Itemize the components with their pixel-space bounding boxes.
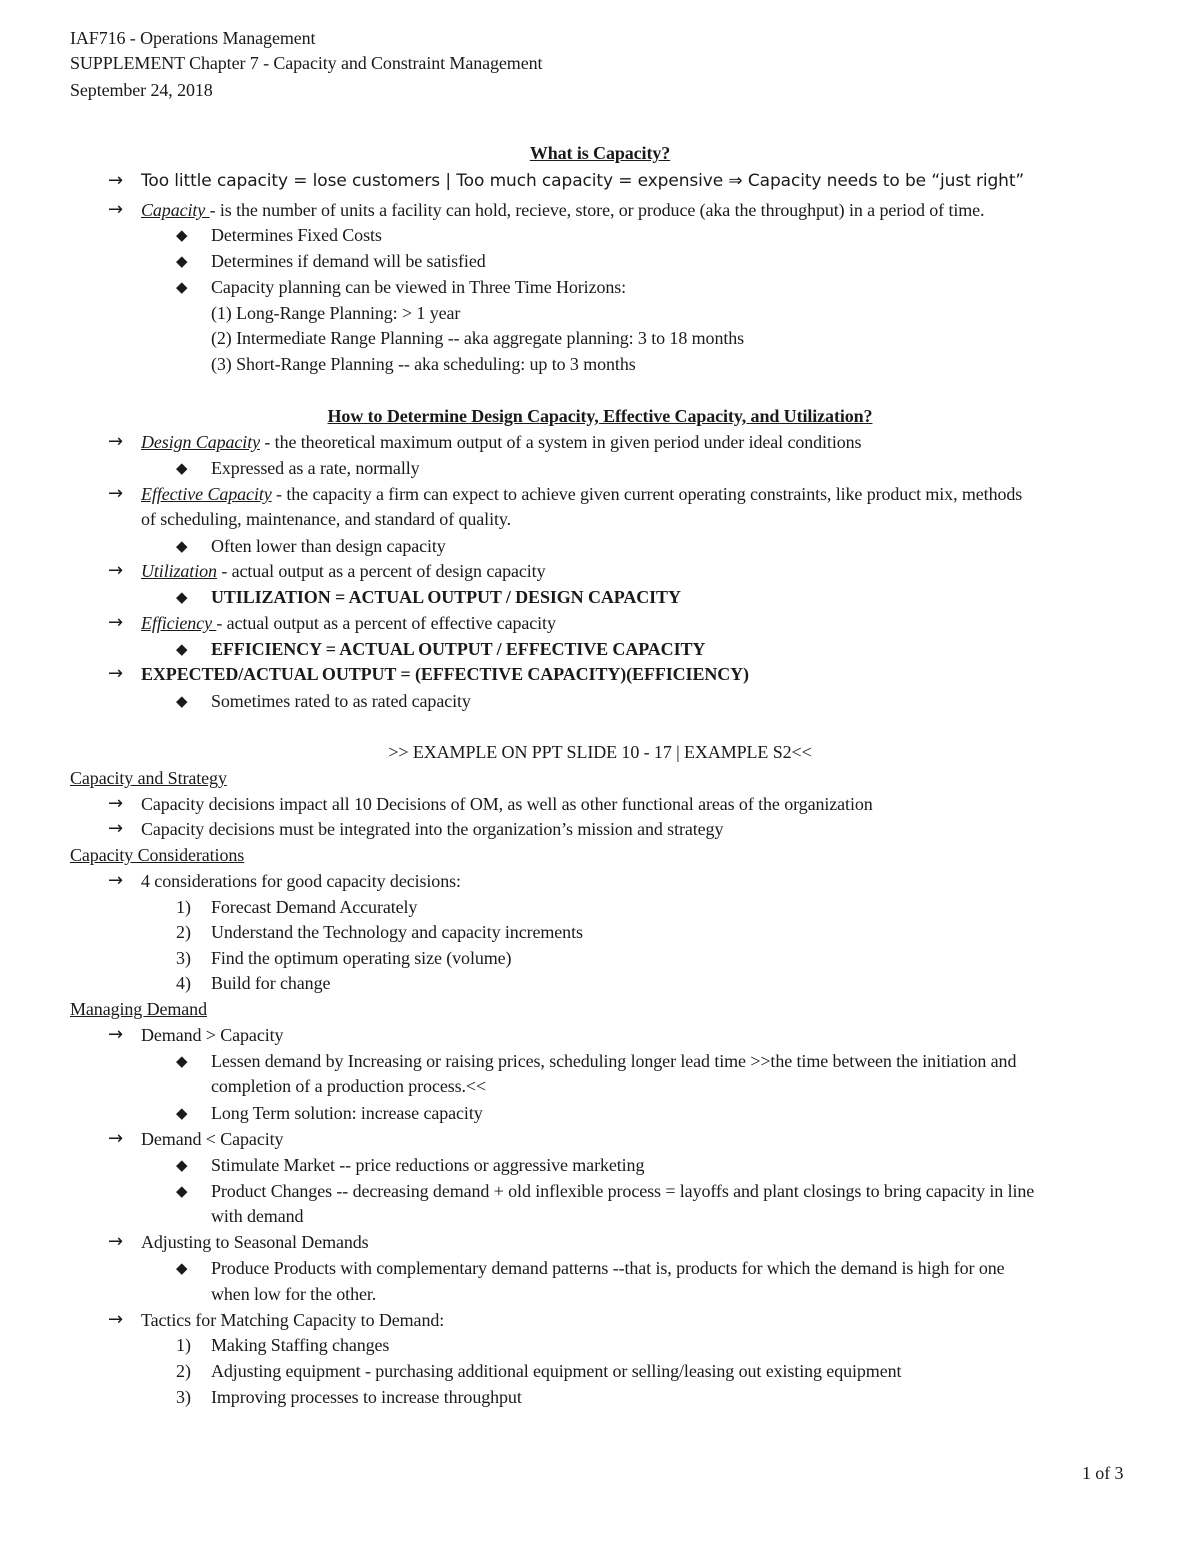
- expected-output-formula: EXPECTED/ACTUAL OUTPUT = (EFFECTIVE CAPACITY)(EFFICIENCY): [141, 664, 749, 684]
- arrow-bullet-icon: →: [108, 1024, 124, 1045]
- arrow-bullet-icon: →: [108, 431, 124, 452]
- tactic-item-1: Making Staffing changes: [211, 1335, 390, 1355]
- arrow-bullet-icon: →: [108, 663, 124, 684]
- product-changes-line-2: with demand: [211, 1206, 304, 1226]
- heading-capacity-considerations: Capacity Considerations: [70, 845, 245, 865]
- diamond-bullet-icon: ◆: [176, 252, 188, 270]
- arrow-bullet-icon: →: [108, 870, 124, 891]
- diamond-bullet-icon: ◆: [176, 278, 188, 296]
- section-title-design-capacity: How to Determine Design Capacity, Effective Capacity, and Utilization?: [327, 406, 873, 426]
- diamond-bullet-icon: ◆: [176, 459, 188, 477]
- arrow-bullet-icon: →: [108, 818, 124, 839]
- utilization-definition: [141, 560, 545, 582]
- stimulate-market: Stimulate Market -- price reductions or aggressive marketing: [211, 1155, 645, 1175]
- diamond-bullet-icon: ◆: [176, 1182, 188, 1200]
- arrow-bullet-icon: →: [108, 483, 124, 504]
- efficiency-definition: [141, 612, 556, 634]
- definition-text: - the capacity a firm can expect to achieve given current operating constraints, like product mix, methods: [271, 484, 1023, 504]
- list-number: 3): [176, 948, 191, 968]
- arrow-bullet-icon: →: [108, 612, 124, 633]
- heading-managing-demand: Managing Demand: [70, 999, 207, 1019]
- consideration-item-4: Build for change: [211, 973, 331, 993]
- arrow-bullet-icon: →: [108, 1231, 124, 1252]
- tactics-heading: Tactics for Matching Capacity to Demand:: [141, 1310, 445, 1330]
- term-utilization: Utilization: [141, 561, 217, 581]
- horizon-intermediate-range: (2) Intermediate Range Planning -- aka aggregate planning: 3 to 18 months: [211, 328, 745, 348]
- diamond-bullet-icon: ◆: [176, 1104, 188, 1122]
- definition-text: - actual output as a percent of effective capacity: [216, 613, 556, 633]
- capacity-tradeoff-line: Too little capacity = lose customers | Too much capacity = expensive ⇒ Capacity needs to be “just right”: [141, 171, 1025, 191]
- list-number: 1): [176, 897, 191, 917]
- bullet-fixed-costs: Determines Fixed Costs: [211, 225, 382, 245]
- diamond-bullet-icon: ◆: [176, 1156, 188, 1174]
- bullet-rated-capacity: Sometimes rated to as rated capacity: [211, 691, 471, 711]
- lessen-demand-line-2: completion of a production process.<<: [211, 1076, 487, 1096]
- heading-capacity-strategy: Capacity and Strategy: [70, 768, 227, 788]
- tactic-item-3: Improving processes to increase throughput: [211, 1387, 522, 1407]
- arrow-bullet-icon: →: [108, 793, 124, 814]
- demand-greater-than-capacity: Demand > Capacity: [141, 1025, 284, 1045]
- consideration-item-2: Understand the Technology and capacity increments: [211, 922, 583, 942]
- term-efficiency: Efficiency: [141, 613, 217, 633]
- arrow-bullet-icon: →: [108, 170, 124, 191]
- diamond-bullet-icon: ◆: [176, 692, 188, 710]
- diamond-bullet-icon: ◆: [176, 640, 188, 658]
- diamond-bullet-icon: ◆: [176, 588, 188, 606]
- effective-capacity-definition: [141, 483, 1022, 505]
- horizon-long-range: (1) Long-Range Planning: > 1 year: [211, 303, 461, 323]
- considerations-intro: 4 considerations for good capacity decisions:: [141, 871, 461, 891]
- term-capacity: Capacity: [141, 200, 210, 220]
- chapter-title: SUPPLEMENT Chapter 7 - Capacity and Constraint Management: [70, 53, 543, 73]
- course-title: IAF716 - Operations Management: [70, 28, 316, 48]
- capacity-definition: [141, 199, 984, 221]
- consideration-item-3: Find the optimum operating size (volume): [211, 948, 512, 968]
- bullet-lower-than-design: Often lower than design capacity: [211, 536, 446, 556]
- section-title-what-is-capacity: What is Capacity?: [529, 143, 671, 163]
- arrow-bullet-icon: →: [108, 199, 124, 220]
- arrow-bullet-icon: →: [108, 1309, 124, 1330]
- term-design-capacity: Design Capacity: [141, 432, 260, 452]
- definition-text: - actual output as a percent of design capacity: [216, 561, 546, 581]
- diamond-bullet-icon: ◆: [176, 1052, 188, 1070]
- efficiency-formula: EFFICIENCY = ACTUAL OUTPUT / EFFECTIVE CAPACITY: [211, 639, 706, 659]
- complementary-products-line-1: Produce Products with complementary demand patterns --that is, products for which the demand is high for one: [211, 1258, 1005, 1278]
- definition-text: - the theoretical maximum output of a system in given period under ideal conditions: [259, 432, 862, 452]
- lessen-demand-line-1: Lessen demand by Increasing or raising prices, scheduling longer lead time >>the time between the initiation and: [211, 1051, 1017, 1071]
- example-reference: >> EXAMPLE ON PPT SLIDE 10 - 17 | EXAMPLE S2<<: [388, 742, 812, 762]
- list-number: 3): [176, 1387, 191, 1407]
- long-term-solution: Long Term solution: increase capacity: [211, 1103, 483, 1123]
- arrow-bullet-icon: →: [108, 1128, 124, 1149]
- list-number: 4): [176, 973, 191, 993]
- bullet-demand-satisfied: Determines if demand will be satisfied: [211, 251, 486, 271]
- bullet-expressed-as-rate: Expressed as a rate, normally: [211, 458, 420, 478]
- utilization-formula: UTILIZATION = ACTUAL OUTPUT / DESIGN CAPACITY: [211, 587, 681, 607]
- consideration-item-1: Forecast Demand Accurately: [211, 897, 418, 917]
- arrow-bullet-icon: →: [108, 560, 124, 581]
- diamond-bullet-icon: ◆: [176, 1259, 188, 1277]
- list-number: 1): [176, 1335, 191, 1355]
- list-number: 2): [176, 922, 191, 942]
- tactic-item-2: Adjusting equipment - purchasing additional equipment or selling/leasing out existing equipment: [211, 1361, 902, 1381]
- horizon-short-range: (3) Short-Range Planning -- aka scheduling: up to 3 months: [211, 354, 636, 374]
- list-number: 2): [176, 1361, 191, 1381]
- document-date: September 24, 2018: [70, 80, 213, 100]
- seasonal-demands: Adjusting to Seasonal Demands: [141, 1232, 369, 1252]
- strategy-point-2: Capacity decisions must be integrated into the organization’s mission and strategy: [141, 819, 724, 839]
- complementary-products-line-2: when low for the other.: [211, 1284, 377, 1304]
- strategy-point-1: Capacity decisions impact all 10 Decisions of OM, as well as other functional areas of the organization: [141, 794, 873, 814]
- demand-less-than-capacity: Demand < Capacity: [141, 1129, 284, 1149]
- effective-capacity-definition-cont: of scheduling, maintenance, and standard of quality.: [141, 509, 512, 529]
- diamond-bullet-icon: ◆: [176, 226, 188, 244]
- design-capacity-definition: [141, 431, 861, 453]
- diamond-bullet-icon: ◆: [176, 537, 188, 555]
- product-changes-line-1: Product Changes -- decreasing demand + old inflexible process = layoffs and plant closings to bring capacity in line: [211, 1181, 1035, 1201]
- definition-text: - is the number of units a facility can hold, recieve, store, or produce (aka the throughput) in a period of time.: [209, 200, 985, 220]
- bullet-time-horizons: Capacity planning can be viewed in Three Time Horizons:: [211, 277, 627, 297]
- page-number: 1 of 3: [1082, 1463, 1124, 1483]
- term-effective-capacity: Effective Capacity: [141, 484, 272, 504]
